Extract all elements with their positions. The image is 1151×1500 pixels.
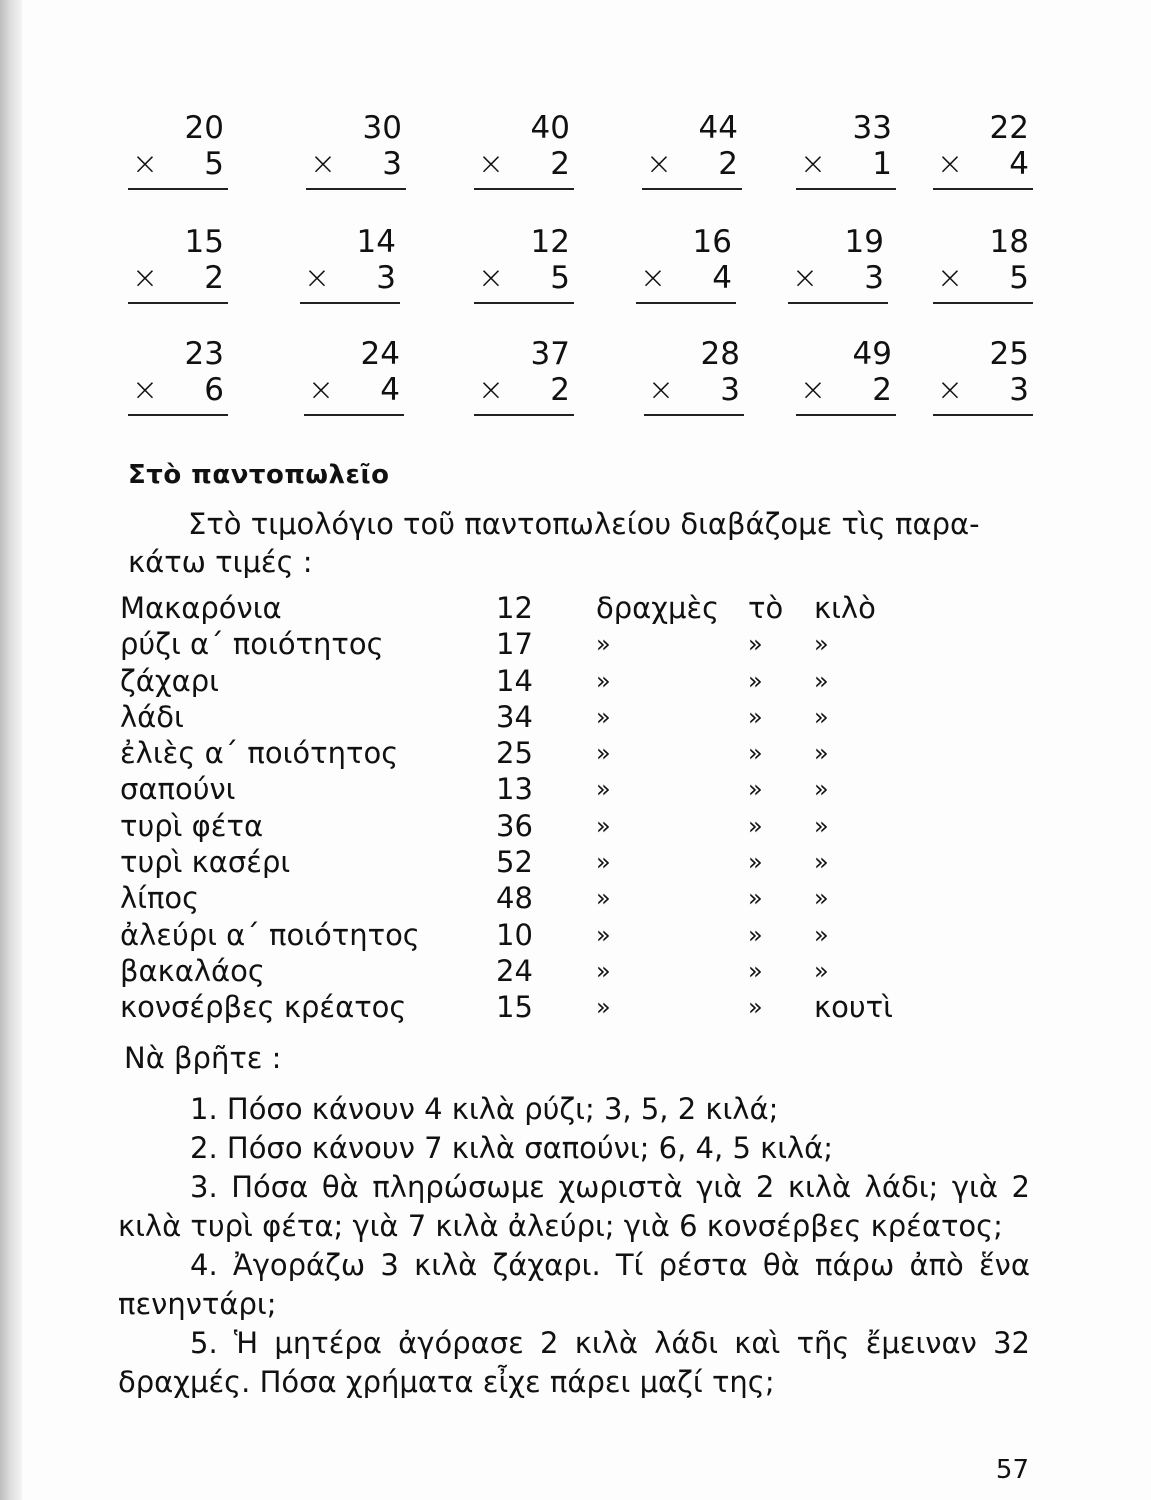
exercise-question: 5. Ἡ μητέρα ἀγόρασε 2 κιλὰ λάδι καὶ τῆς ἔμειναν 32 δραχμές. Πόσα χρήματα εἶχε πάρει μαζί της; <box>118 1326 1030 1399</box>
multiplier: 3 <box>864 260 884 296</box>
product-name: ρύζι α΄ ποιότητος <box>120 627 384 662</box>
multiplier: 3 <box>720 372 740 408</box>
multiplicand: 49 <box>852 336 892 372</box>
multiplication-problem <box>128 336 228 436</box>
intro-line: κάτω τιμές : <box>128 545 313 579</box>
multiplicand: 37 <box>530 336 570 372</box>
ditto-mark: » <box>748 811 763 840</box>
multiplication-exercises <box>128 110 1033 430</box>
product-name: λίπος <box>120 881 200 916</box>
exercise-question: 2. Πόσο κάνουν 7 κιλὰ σαπούνι; 6, 4, 5 κιλά; <box>190 1131 834 1165</box>
multiplicand: 15 <box>184 224 224 260</box>
result-line <box>933 188 1033 190</box>
result-line <box>642 188 742 190</box>
ditto-mark: » <box>814 848 829 877</box>
ditto-mark: » <box>596 666 611 695</box>
multiplicand: 20 <box>184 110 224 146</box>
times-sign: × <box>640 260 666 296</box>
product-name: σαπούνι <box>120 772 236 807</box>
result-line <box>474 302 574 304</box>
ditto-mark: » <box>596 884 611 913</box>
multiplier: 5 <box>1009 260 1029 296</box>
product-name: βακαλάος <box>120 953 265 988</box>
product-price: 25 <box>496 736 533 771</box>
product-name: λάδι <box>120 699 184 734</box>
times-sign: × <box>800 372 826 408</box>
result-line <box>933 414 1033 416</box>
multiplicand: 40 <box>530 110 570 146</box>
intro-paragraph <box>128 505 1028 581</box>
price-list <box>120 590 893 1026</box>
result-line <box>128 414 228 416</box>
times-sign: × <box>478 372 504 408</box>
times-sign: × <box>646 146 672 182</box>
result-line <box>304 414 404 416</box>
product-name: ἀλεύρι α΄ ποιότητος <box>120 917 420 952</box>
ditto-mark: » <box>814 811 829 840</box>
price-row <box>120 808 880 844</box>
product-name: ἐλιὲς α΄ ποιότητος <box>120 736 399 771</box>
ditto-mark: » <box>748 739 763 768</box>
product-price: 36 <box>496 808 533 843</box>
multiplication-problem <box>636 224 736 324</box>
multiplier: 5 <box>204 146 224 182</box>
ditto-mark: » <box>748 920 763 949</box>
multiplier: 2 <box>550 146 570 182</box>
multiplication-problem <box>304 336 404 436</box>
times-sign: × <box>937 372 963 408</box>
multiplier: 2 <box>872 372 892 408</box>
multiplication-problem <box>796 110 896 210</box>
result-line <box>796 414 896 416</box>
ditto-mark: » <box>814 775 829 804</box>
multiplication-problem <box>788 224 888 324</box>
ditto-mark: » <box>596 775 611 804</box>
ditto-mark: » <box>748 702 763 731</box>
ditto-mark: » <box>814 739 829 768</box>
multiplication-problem <box>474 336 574 436</box>
product-name: κονσέρβες κρέατος <box>120 990 407 1025</box>
multiplicand: 16 <box>692 224 732 260</box>
product-price: 15 <box>496 990 533 1025</box>
exercise-question: 1. Πόσο κάνουν 4 κιλὰ ρύζι; 3, 5, 2 κιλά; <box>190 1092 779 1126</box>
times-sign: × <box>478 260 504 296</box>
times-sign: × <box>478 146 504 182</box>
ditto-mark: » <box>814 702 829 731</box>
times-sign: × <box>937 146 963 182</box>
multiplier: 6 <box>204 372 224 408</box>
multiplicand: 33 <box>852 110 892 146</box>
ditto-mark: » <box>596 702 611 731</box>
multiplier: 1 <box>872 146 892 182</box>
multiplier: 5 <box>550 260 570 296</box>
product-price: 17 <box>496 627 533 662</box>
exercise-title: Νὰ βρῆτε : <box>124 1041 282 1075</box>
multiplication-problem <box>300 224 400 324</box>
multiplier: 2 <box>550 372 570 408</box>
multiplicand: 23 <box>184 336 224 372</box>
section-heading: Στὸ παντοπωλεῖο <box>128 460 390 490</box>
ditto-mark: » <box>596 630 611 659</box>
price-row <box>120 626 880 662</box>
result-line <box>933 302 1033 304</box>
ditto-mark: » <box>748 848 763 877</box>
ditto-mark: » <box>596 739 611 768</box>
exercise-question: 4. Ἀγοράζω 3 κιλὰ ζάχαρι. Τί ρέστα θὰ πάρω ἀπὸ ἕνα πενηντάρι; <box>118 1248 1030 1321</box>
product-name: ζάχαρι <box>120 663 219 698</box>
result-line <box>306 188 406 190</box>
multiplication-problem <box>128 224 228 324</box>
multiplication-problem <box>933 110 1033 210</box>
price-row <box>120 953 880 989</box>
product-price: 24 <box>496 953 533 988</box>
product-name: τυρὶ κασέρι <box>120 845 291 880</box>
ditto-mark: » <box>814 956 829 985</box>
multiplier: 3 <box>376 260 396 296</box>
multiplication-problem <box>642 110 742 210</box>
multiplicand: 14 <box>356 224 396 260</box>
ditto-mark: » <box>748 884 763 913</box>
multiplicand: 24 <box>360 336 400 372</box>
multiplication-problem <box>644 336 744 436</box>
result-line <box>796 188 896 190</box>
product-name: τυρὶ φέτα <box>120 808 264 843</box>
price-row <box>120 699 880 735</box>
result-line <box>128 302 228 304</box>
result-line <box>636 302 736 304</box>
multiplication-problem <box>933 224 1033 324</box>
product-price: 12 <box>496 591 533 625</box>
exercise-list <box>118 1090 1030 1402</box>
multiplicand: 25 <box>989 336 1029 372</box>
product-price: 48 <box>496 881 533 916</box>
multiplier: 4 <box>1009 146 1029 182</box>
price-row <box>120 771 880 807</box>
times-sign: × <box>310 146 336 182</box>
multiplier: 3 <box>1009 372 1029 408</box>
multiplicand: 30 <box>362 110 402 146</box>
ditto-mark: » <box>596 956 611 985</box>
ditto-mark: » <box>748 630 763 659</box>
price-row <box>120 590 880 626</box>
multiplicand: 12 <box>530 224 570 260</box>
result-line <box>300 302 400 304</box>
ditto-mark: » <box>814 666 829 695</box>
multiplier: 2 <box>718 146 738 182</box>
multiplier: 3 <box>382 146 402 182</box>
multiplication-problem <box>474 110 574 210</box>
multiplication-problem <box>933 336 1033 436</box>
result-line <box>128 188 228 190</box>
ditto-mark: » <box>596 920 611 949</box>
times-sign: × <box>132 146 158 182</box>
times-sign: × <box>304 260 330 296</box>
ditto-mark: » <box>814 884 829 913</box>
result-line <box>644 414 744 416</box>
result-line <box>474 188 574 190</box>
ditto-mark: » <box>814 920 829 949</box>
product-price: 14 <box>496 663 533 698</box>
price-row <box>120 844 880 880</box>
ditto-mark: » <box>748 993 763 1022</box>
times-sign: × <box>800 146 826 182</box>
exercise-question: 3. Πόσα θὰ πληρώσωμε χωριστὰ γιὰ 2 κιλὰ λάδι; γιὰ 2 κιλὰ τυρὶ φέτα; γιὰ 7 κιλὰ ἀλεύρι; γιὰ 6 κονσέρβες κρέατος; <box>118 1170 1030 1243</box>
price-row <box>120 917 880 953</box>
result-line <box>474 414 574 416</box>
times-sign: × <box>937 260 963 296</box>
page-number: 57 <box>995 1455 1029 1485</box>
ditto-mark: » <box>596 811 611 840</box>
unit-label: κουτὶ <box>814 990 893 1025</box>
multiplicand: 22 <box>989 110 1029 146</box>
page-spine-shadow <box>0 0 22 1500</box>
ditto-mark: » <box>748 666 763 695</box>
intro-line: Στὸ τιμολόγιο τοῦ παντοπωλείου διαβάζομε τὶς παρα- <box>188 507 980 541</box>
product-name: Μακαρόνια <box>120 591 282 625</box>
ditto-mark: » <box>596 848 611 877</box>
multiplicand: 44 <box>698 110 738 146</box>
ditto-mark: » <box>748 775 763 804</box>
product-price: 10 <box>496 917 533 952</box>
ditto-mark: » <box>814 630 829 659</box>
multiplier: 4 <box>712 260 732 296</box>
multiplication-problem <box>128 110 228 210</box>
multiplicand: 18 <box>989 224 1029 260</box>
product-price: 34 <box>496 699 533 734</box>
price-row <box>120 663 880 699</box>
currency-label: δραχμὲς <box>596 591 720 625</box>
times-sign: × <box>308 372 334 408</box>
result-line <box>788 302 888 304</box>
price-row <box>120 735 880 771</box>
times-sign: × <box>132 372 158 408</box>
ditto-mark: » <box>596 993 611 1022</box>
times-sign: × <box>792 260 818 296</box>
unit-label: κιλὸ <box>814 591 876 625</box>
multiplier: 2 <box>204 260 224 296</box>
article-label: τὸ <box>748 591 784 625</box>
multiplication-problem <box>796 336 896 436</box>
multiplicand: 19 <box>844 224 884 260</box>
price-row <box>120 989 893 1025</box>
multiplication-problem <box>306 110 406 210</box>
multiplication-problem <box>474 224 574 324</box>
product-price: 52 <box>496 845 533 880</box>
product-price: 13 <box>496 772 533 807</box>
price-row <box>120 880 880 916</box>
multiplicand: 28 <box>700 336 740 372</box>
times-sign: × <box>132 260 158 296</box>
ditto-mark: » <box>748 956 763 985</box>
multiplier: 4 <box>380 372 400 408</box>
times-sign: × <box>648 372 674 408</box>
